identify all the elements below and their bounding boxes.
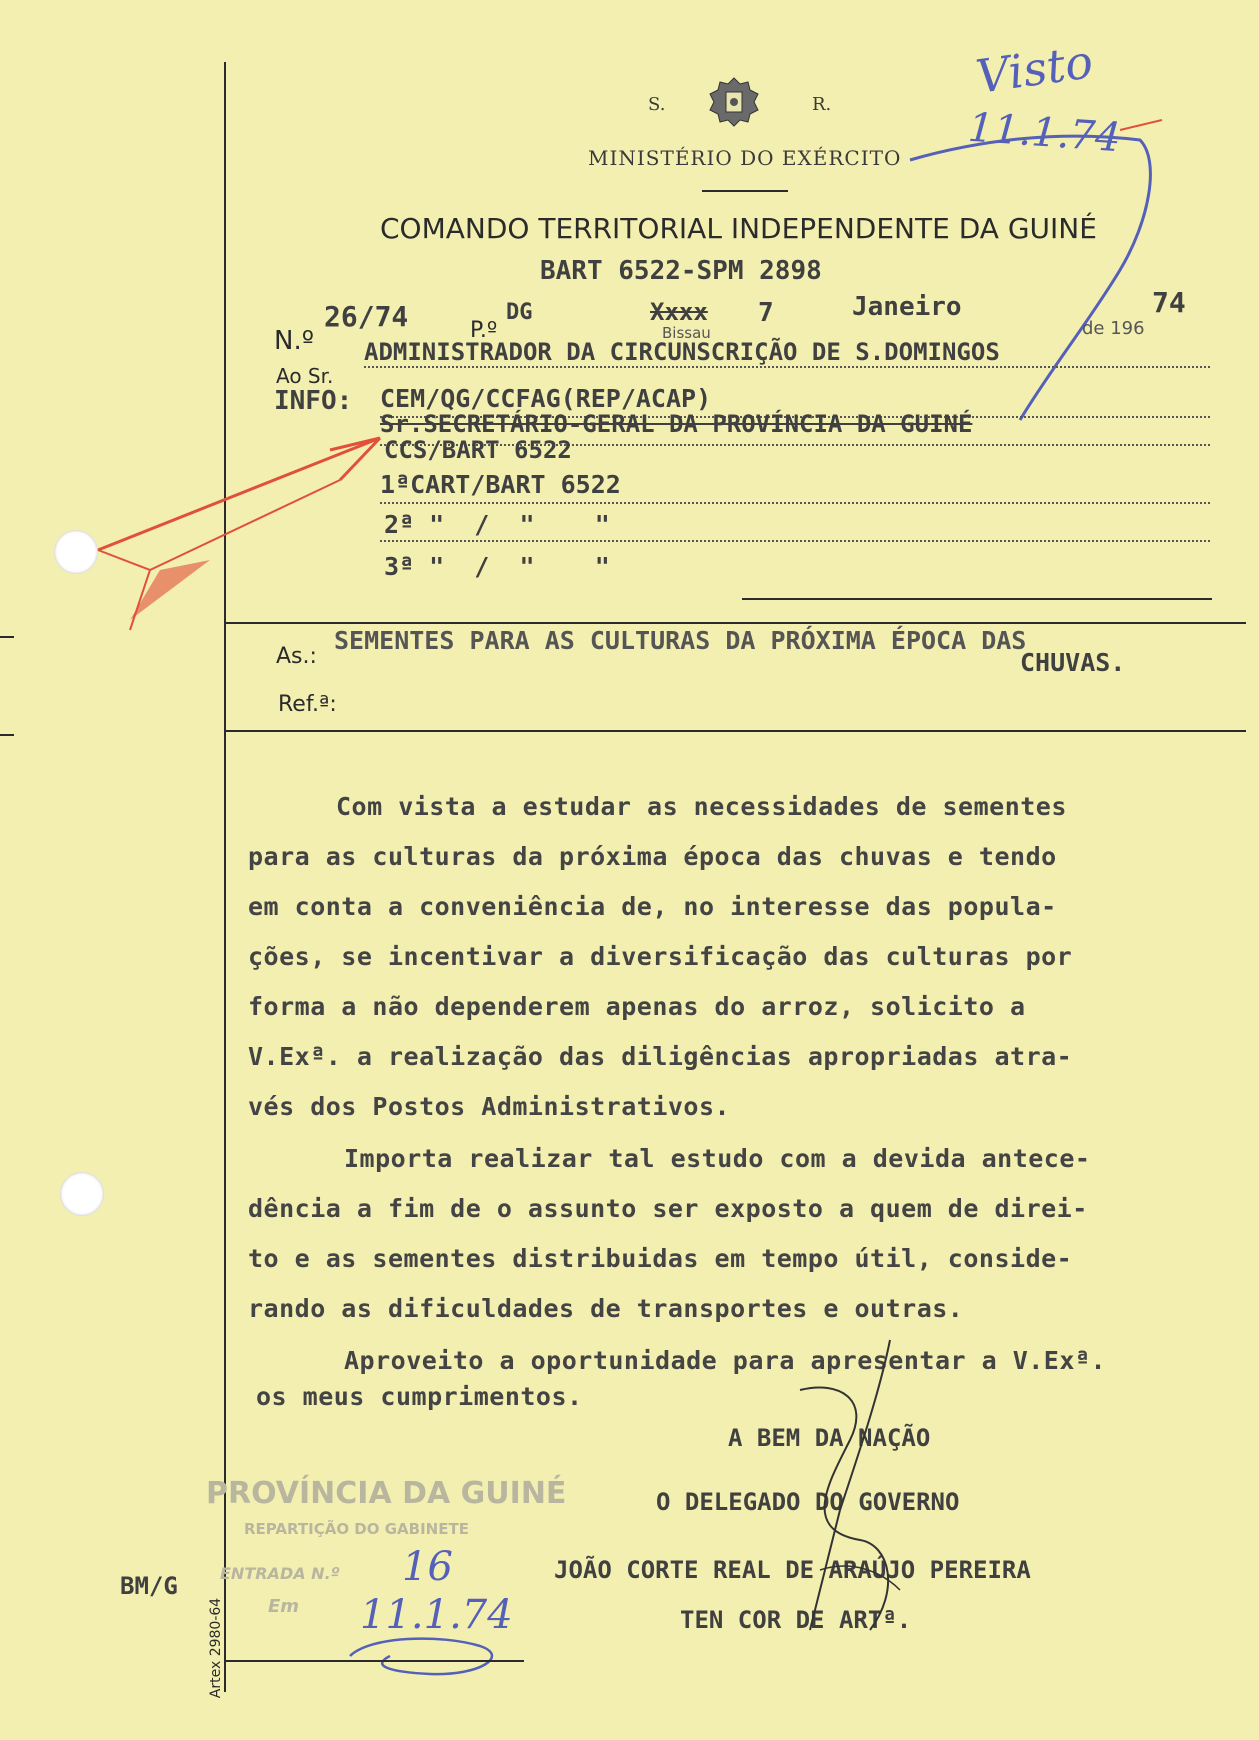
visto-date-handwritten: 11.1.74 (966, 104, 1123, 162)
processo-value: DG (506, 300, 533, 325)
signatory-rank: TEN COR DE ARTª. (680, 1606, 912, 1634)
info-dotted-line (380, 502, 1210, 504)
stamp-line-2: REPARTIÇÃO DO GABINETE (244, 1520, 469, 1538)
body-line-2: para as culturas da próxima época das chuvas e tendo (248, 842, 1057, 871)
body-line-13: os meus cumprimentos. (256, 1382, 583, 1411)
closing-title: O DELEGADO DO GOVERNO (656, 1488, 960, 1516)
closing-motto: A BEM DA NAÇÃO (728, 1424, 931, 1452)
margin-tick (0, 734, 14, 736)
info-end-rule (742, 598, 1212, 600)
registration-date-handwritten: 11.1.74 (360, 1592, 513, 1638)
year-value: 74 (1152, 286, 1186, 319)
body-line-12: Aproveito a oportunidade para apresentar a V.Exª. (344, 1346, 1107, 1375)
signatory-name: JOÃO CORTE REAL DE ARAÚJO PEREIRA (554, 1556, 1031, 1584)
assunto-bottom-rule (224, 730, 1246, 732)
stamp-line-4: Em (268, 1596, 300, 1617)
header-s: S. (648, 94, 666, 115)
ministry-underline (702, 190, 788, 192)
year-label: de 196 (1082, 318, 1145, 339)
info-line-4: 1ªCART/BART 6522 (380, 470, 621, 499)
addressee: ADMINISTRADOR DA CIRCUNSCRIÇÃO DE S.DOMINGOS (364, 338, 1000, 366)
processo-label: P.º (470, 318, 498, 343)
info-line-2: Sr.SECRETÁRIO-GERAL DA PROVÍNCIA DA GUINÉ (380, 410, 973, 438)
signature-image (780, 1330, 940, 1650)
body-line-7: vés dos Postos Administrativos. (248, 1092, 731, 1121)
margin-tick (0, 636, 14, 638)
info-line-6: 3ª " / " " (384, 552, 610, 581)
body-line-10: to e as sementes distribuidas em tempo útil, conside- (248, 1244, 1073, 1273)
assunto-top-rule (224, 622, 1246, 624)
typist-initials: BM/G (120, 1572, 178, 1600)
ministry-title: MINISTÉRIO DO EXÉRCITO (588, 146, 902, 170)
day-value: 7 (758, 298, 774, 328)
command-title: COMANDO TERRITORIAL INDEPENDENTE DA GUINÉ (380, 212, 1097, 245)
body-line-6: V.Exª. a realização das diligências apropriadas atra- (248, 1042, 1073, 1071)
assunto-line-1: SEMENTES PARA AS CULTURAS DA PRÓXIMA ÉPOCA DAS (334, 626, 1027, 655)
header-r: R. (812, 94, 832, 115)
body-line-5: forma a não dependerem apenas do arroz, solicito a (248, 992, 1026, 1021)
assunto-line-2: CHUVAS. (1020, 648, 1126, 677)
pen-stroke (900, 100, 1200, 440)
bart-line: BART 6522-SPM 2898 (540, 256, 822, 286)
info-dotted-line (380, 540, 1210, 542)
info-line-5: 2ª " / " " (384, 510, 610, 539)
body-line-1: Com vista a estudar as necessidades de sementes (336, 792, 1067, 821)
printer-mark: Artex 2980-64 (208, 1597, 224, 1699)
info-line-1: CEM/QG/CCFAG(REP/ACAP) (380, 384, 712, 413)
numero-value: 26/74 (324, 300, 409, 333)
body-line-11: rando as dificuldades de transportes e outras. (248, 1294, 964, 1323)
coat-of-arms-icon (704, 74, 764, 130)
body-line-9: dência a fim de o assunto ser exposto a quem de direi- (248, 1194, 1088, 1223)
numero-label: N.º (274, 326, 314, 356)
stamp-line-3: ENTRADA N.º (220, 1564, 340, 1583)
left-margin-rule (224, 62, 226, 1692)
footer-rule (224, 1660, 524, 1662)
visto-handwritten: Visto (972, 34, 1097, 104)
stamp-line-1: PROVÍNCIA DA GUINÉ (206, 1476, 567, 1511)
info-label: INFO: (274, 386, 353, 416)
month-value: Janeiro (852, 292, 962, 322)
ref-label: Ref.ª: (278, 692, 337, 717)
registration-number-handwritten: 16 (402, 1544, 453, 1590)
ao-sr-label: Ao Sr. (276, 364, 334, 388)
pen-flourish (330, 1626, 530, 1686)
body-line-3: em conta a conveniência de, no interesse das popula- (248, 892, 1057, 921)
local-overtype: Xxxx (650, 298, 708, 326)
body-line-4: ções, se incentivar a diversificação das culturas por (248, 942, 1073, 971)
body-line-8: Importa realizar tal estudo com a devida antece- (344, 1144, 1091, 1173)
red-arrow-icon (90, 420, 400, 640)
info-line-3: CCS/BART 6522 (384, 436, 572, 464)
punch-hole-bottom (60, 1172, 104, 1216)
addressee-dotted-line (364, 366, 1210, 368)
local-label: Bissau (662, 324, 711, 342)
assunto-label: As.: (276, 644, 317, 669)
